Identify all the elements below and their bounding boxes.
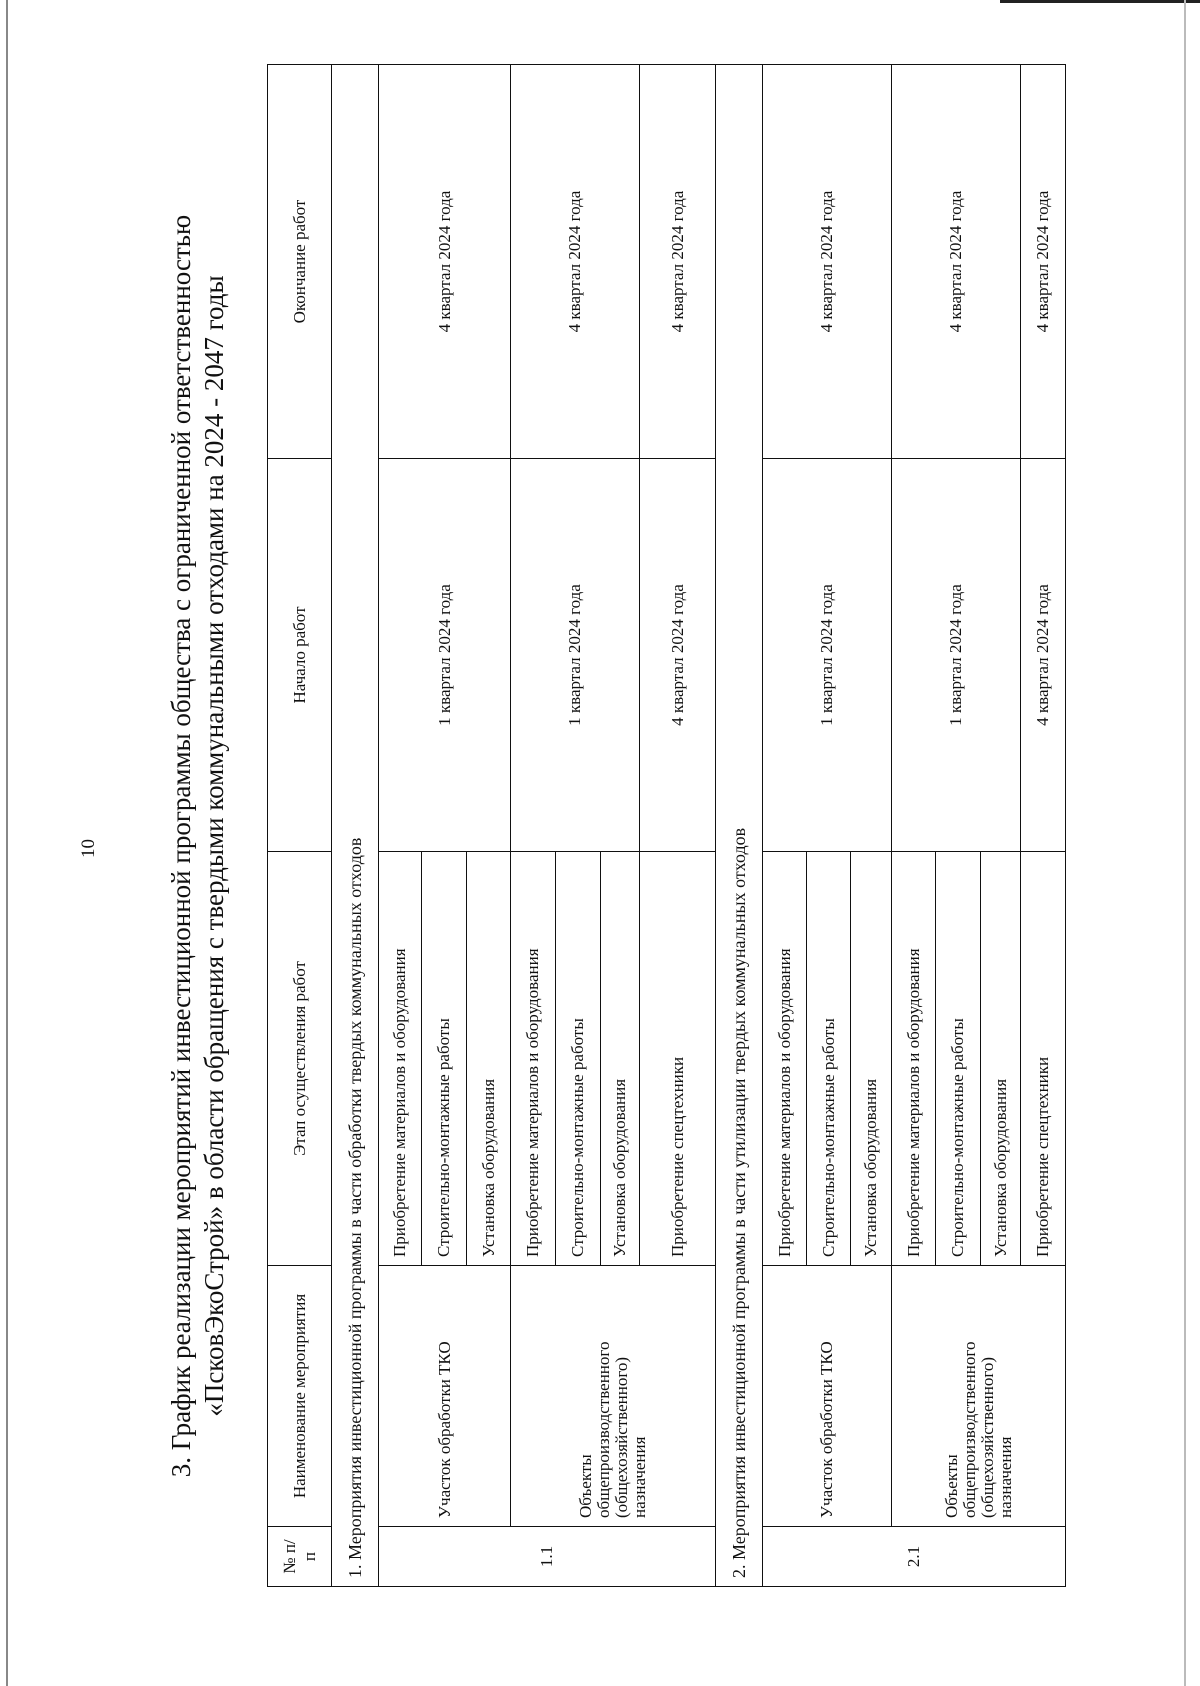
section-heading-row — [332, 65, 379, 1587]
stage-cell: Приобретение материалов и оборудования — [379, 852, 422, 1266]
stage-cell: Установка оборудования — [851, 852, 892, 1266]
start-date: 4 квартал 2024 года — [640, 459, 716, 852]
header-num: № п/п — [268, 1527, 332, 1587]
start-date: 4 квартал 2024 года — [1021, 459, 1066, 852]
end-date: 4 квартал 2024 года — [892, 65, 1021, 459]
stage-cell: Строительно-монтажные работы — [807, 852, 851, 1266]
object-name: Участок обработки ТКО — [379, 1266, 511, 1527]
stage-cell: Установка оборудования — [467, 852, 511, 1266]
end-date: 4 квартал 2024 года — [379, 65, 511, 459]
end-date: 4 квартал 2024 года — [511, 65, 640, 459]
title-line-1: 3. График реализации мероприятий инвестиционной программы общества с ограниченной ответственностью — [166, 214, 196, 1478]
table-row — [892, 65, 936, 1587]
stage-cell: Приобретение спецтехники — [640, 852, 716, 1266]
schedule-table — [267, 64, 1066, 1587]
object-name: Объекты общепроизводственного (общехозяйственного) назначения — [892, 1266, 1066, 1527]
start-date: 1 квартал 2024 года — [892, 459, 1021, 852]
stage-cell: Приобретение материалов и оборудования — [892, 852, 936, 1266]
page-number: 10 — [78, 839, 99, 858]
stage-cell: Приобретение спецтехники — [1021, 852, 1066, 1266]
object-name: Объекты общепроизводственного (общехозяйственного) назначения — [511, 1266, 716, 1527]
stage-cell: Установка оборудования — [601, 852, 640, 1266]
section-heading: 2. Мероприятия инвестиционной программы в части утилизации твердых коммунальных отходов — [716, 65, 763, 1587]
header-end: Окончание работ — [268, 65, 332, 459]
end-date: 4 квартал 2024 года — [1021, 65, 1066, 459]
stage-cell: Строительно-монтажные работы — [936, 852, 981, 1266]
stage-cell: Строительно-монтажные работы — [422, 852, 467, 1266]
table-row — [379, 65, 422, 1587]
stage-cell: Приобретение материалов и оборудования — [511, 852, 556, 1266]
header-start: Начало работ — [268, 459, 332, 852]
title-line-2: «ПсковЭкоСтрой» в области обращения с твердыми коммунальными отходами на 2024 - 2047 годы — [199, 275, 229, 1417]
section-heading-row — [716, 65, 763, 1587]
end-date: 4 квартал 2024 года — [640, 65, 716, 459]
start-date: 1 квартал 2024 года — [763, 459, 892, 852]
stage-cell: Строительно-монтажные работы — [556, 852, 601, 1266]
header-name: Наименование мероприятия — [268, 1266, 332, 1527]
start-date: 1 квартал 2024 года — [511, 459, 640, 852]
stage-cell: Установка оборудования — [981, 852, 1021, 1266]
document-title — [165, 206, 231, 1486]
stage-cell: Приобретение материалов и оборудования — [763, 852, 807, 1266]
table-row — [511, 65, 556, 1587]
start-date: 1 квартал 2024 года — [379, 459, 511, 852]
row-number: 2.1 — [763, 1527, 1066, 1587]
section-heading: 1. Мероприятия инвестиционной программы в части обработки твердых коммунальных отходов — [332, 65, 379, 1587]
table-row — [763, 65, 807, 1587]
object-name: Участок обработки ТКО — [763, 1266, 892, 1527]
end-date: 4 квартал 2024 года — [763, 65, 892, 459]
header-stage: Этап осуществления работ — [268, 852, 332, 1266]
table-header-row — [268, 65, 332, 1587]
row-number: 1.1 — [379, 1527, 716, 1587]
